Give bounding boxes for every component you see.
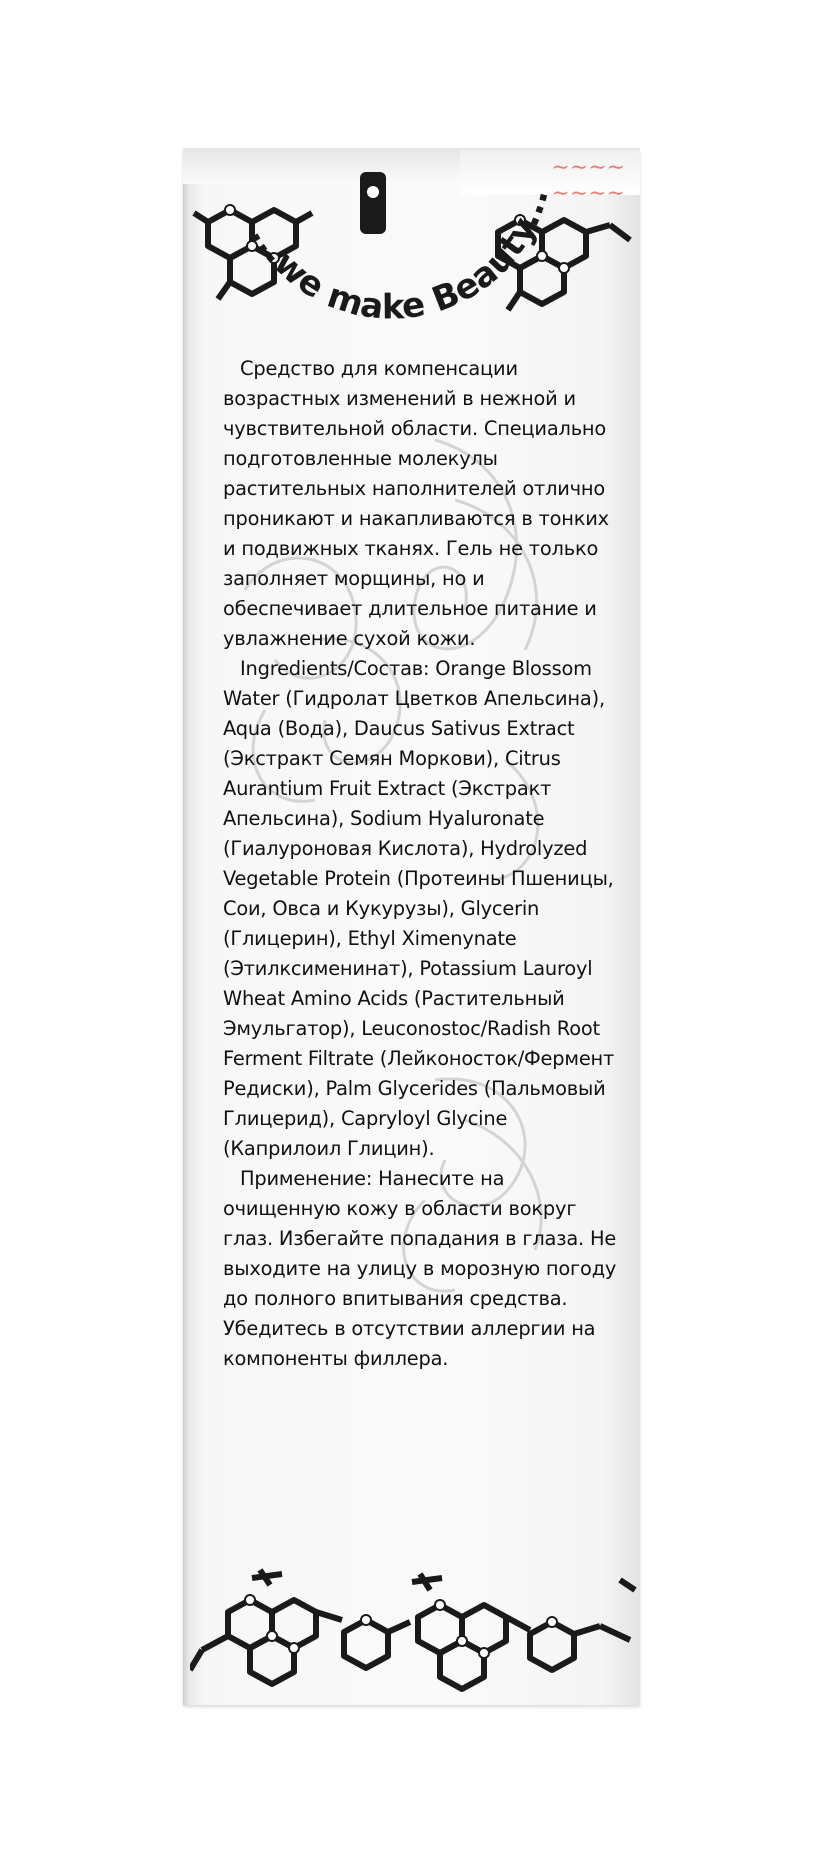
description-text: Средство для компенсации возрастных изменений в нежной и чувствительной области. Специально подготовленные молекулы растительных наполнителей отлично проникают и накапливаются в тонких и подвижных тканях. Гель не только заполняет морщины, но и обеспечивает длительное питание и увлажнение сухой кожи. <box>223 357 609 650</box>
ingredients-text: Ingredients/Состав: Orange Blossom Water (Гидролат Цветков Апельсина), Aqua (Вода), Daucus Sativus Extract (Экстракт Семян Моркови), Citrus Aurantium Fruit Extract (Экстракт Апельсина), Sodium Hyaluronate (Гиалуроновая Кислота), Hydrolyzed Vegetable Protein (Протеины Пшеницы, Сои, Овса и Кукурузы), Glycerin (Глицерин), Ethyl Ximenynate (Этилксименинат), Potassium Lauroyl Wheat Amino Acids (Растительный Эмульгатор), Leuconostoc/Radish Root Ferment Filtrate (Лейконосток/Фермент Редиски), Palm Glycerides (Пальмовый Глицерид), Capryloyl Glycine (Каприлоил Глицин). <box>223 657 615 1160</box>
lock-badge-icon <box>360 172 386 234</box>
brand-tagline-text: ...we make Beauty... <box>242 184 557 328</box>
usage-text: Применение: Нанесите на очищенную кожу в области вокруг глаз. Избегайте попадания в глаза. Не выходите на улицу в морозную погоду до полного впитывания средства. Убедитесь в отсутствии аллергии на компоненты филлера. <box>223 1167 617 1370</box>
package-text <box>223 354 618 1374</box>
molecule-ornament-bottom <box>190 1560 640 1700</box>
mirrored-red-text-graphic: ~~~~ ~~~~ <box>551 154 625 205</box>
